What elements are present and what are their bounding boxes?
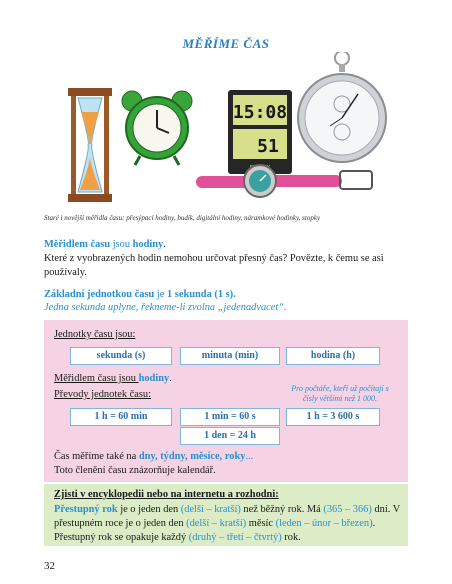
term-cas: času xyxy=(90,239,111,250)
unit-hour: hodina (h) xyxy=(286,347,380,365)
research-box xyxy=(44,484,408,546)
unit-second: sekunda (s) xyxy=(70,347,172,365)
page-number: 32 xyxy=(44,560,55,572)
digital-clock-icon xyxy=(228,90,292,174)
calendar-line: Toto členění času znázorňuje kalendář. xyxy=(54,465,216,476)
units-label: Jednotky času jsou: xyxy=(54,329,136,340)
meter-line: Měřidlem času jsou hodiny. xyxy=(54,373,172,384)
unit-minute: minuta (min) xyxy=(180,347,280,365)
question-text: Které z vyobrazených hodin nemohou určovat přesný čas? Povězte, k čemu se asi používaly. xyxy=(44,253,384,278)
page-title: MĚŘÍME ČAS xyxy=(182,36,270,51)
research-title: Zjisti v encyklopedii nebo na internetu a rozhodni: xyxy=(54,489,279,500)
unit-paragraph: Základní jednotkou času je 1 sekunda (1 s). Jedna sekunda uplyne, řekneme-li zvolna „jedenadvacet“. xyxy=(44,289,287,313)
stopwatch-icon xyxy=(298,52,386,162)
leap-year-text: Přestupný rok je o jeden den (delší – kratší) než běžný rok. Má (365 – 366) dní. V přestupném roce je o jeden den (delší – kratší) měsíc (leden – únor – březen). Přestupný rok se opakuje každý (druhý – třetí – čtvrtý) rok. xyxy=(54,504,401,543)
svg-text:15:08: 15:08 xyxy=(232,102,288,123)
conversion-hour-sec: 1 h = 3 600 s xyxy=(286,408,380,426)
conversion-day-hour: 1 den = 24 h xyxy=(180,427,280,445)
svg-text:51: 51 xyxy=(257,136,279,157)
image-caption: Staré i novější měřidla času: přesýpací hodiny, budík, digitální hodiny, náramkové hodinky, stopky xyxy=(44,214,321,222)
measure-line: Čas měříme také na dny, týdny, měsíce, roky... xyxy=(54,451,254,462)
intro-paragraph: Měřidlem času jsou hodiny. Které z vyobrazených hodin nemohou určovat přesný čas? Povězte, k čemu se asi používaly. xyxy=(44,238,416,280)
conversion-hour-min: 1 h = 60 min xyxy=(70,408,172,426)
advanced-note: Pro počtáře, kteří už počítají s čísly většími než 1 000. xyxy=(291,384,389,403)
units-box xyxy=(44,320,408,482)
alarm-clock-icon xyxy=(122,91,192,165)
clocks-illustration xyxy=(40,52,430,210)
conversions-label: Převody jednotek času: xyxy=(54,389,151,400)
hourglass-icon xyxy=(68,88,112,202)
term-hodiny: hodiny xyxy=(132,239,164,250)
conversion-min-sec: 1 min = 60 s xyxy=(180,408,280,426)
